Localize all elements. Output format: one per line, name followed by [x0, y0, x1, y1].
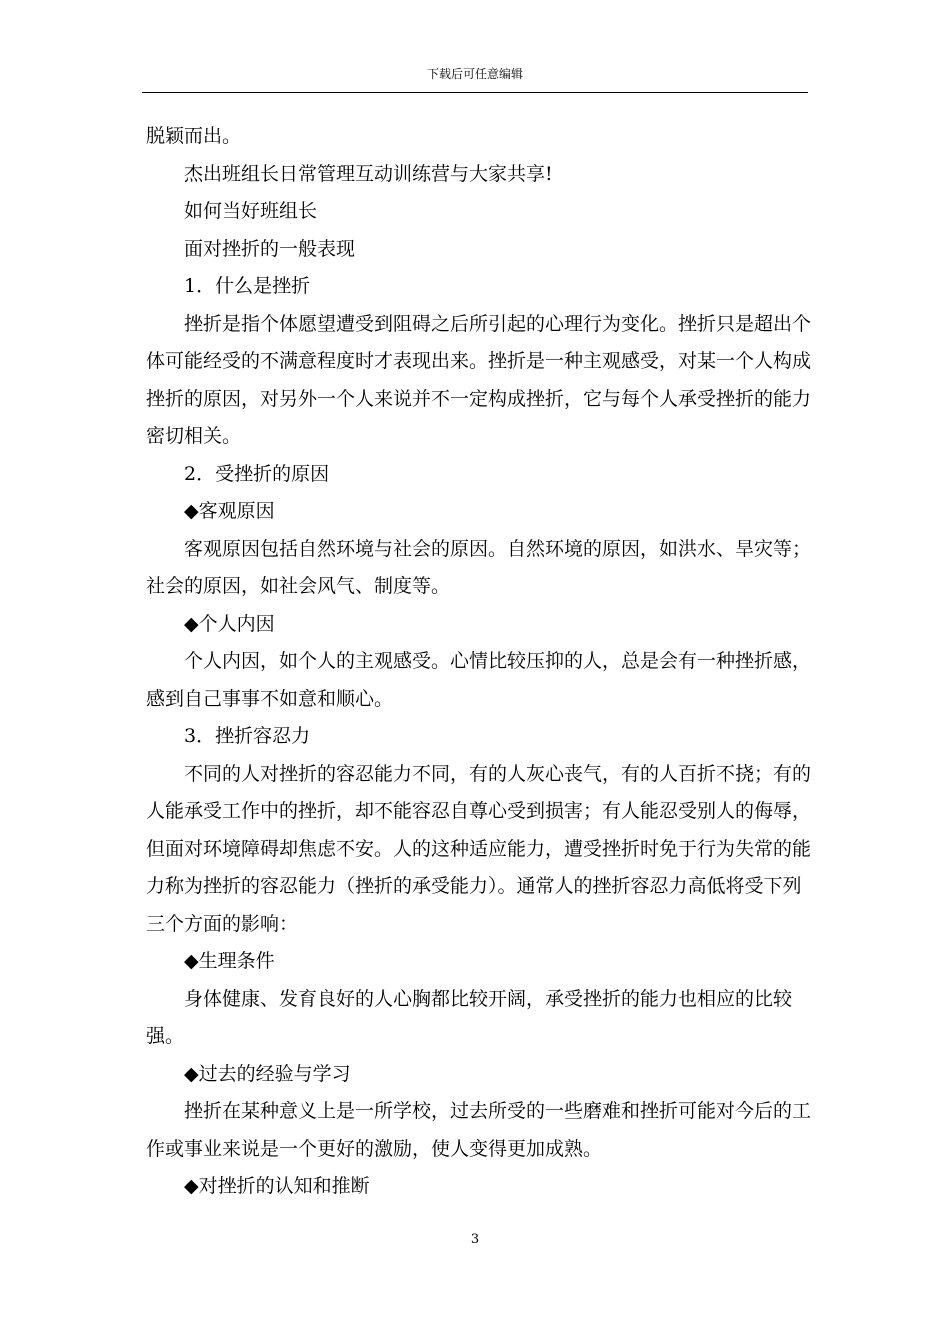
paragraph: 不同的人对挫折的容忍能力不同，有的人灰心丧气，有的人百折不挠；有的人能承受工作中的挫折，却不能容忍自尊心受到损害；有人能忍受别人的侮辱，但面对环境障碍却焦虑不安。人的这种适应能力，遭受挫折时免于行为失常的能力称为挫折的容忍能力（挫折的承受能力）。通常人的挫折容忍力高低将受下列三个方面的影响：	[146, 762, 812, 935]
paragraph: 挫折在某种意义上是一所学校，过去所受的一些磨难和挫折可能对今后的工作或事业来说是一个更好的激励，使人变得更加成熟。	[146, 1100, 812, 1160]
paragraph: 个人内因，如个人的主观感受。心情比较压抑的人，总是会有一种挫折感，感到自己事事不如意和顺心。	[146, 650, 812, 710]
page-number: 3	[470, 1232, 480, 1247]
page-header: 下载后可任意编辑	[426, 67, 523, 81]
bullet-heading: ◆过去的经验与学习	[184, 1062, 351, 1085]
bullet-heading: ◆对挫折的认知和推断	[184, 1175, 370, 1197]
paragraph: 挫折是指个体愿望遭受到阻碍之后所引起的心理行为变化。挫折只是超出个体可能经受的不满意程度时才表现出来。挫折是一种主观感受，对某一个人构成挫折的原因，对另外一个人来说并不一定构成挫折，它与每个人承受挫折的能力密切相关。	[146, 312, 812, 447]
document-body	[146, 118, 812, 1206]
paragraph: 杰出班组长日常管理互动训练营与大家共享!	[184, 162, 553, 185]
paragraph: 身体健康、发育良好的人心胸都比较开阔，承受挫折的能力也相应的比较强。	[146, 987, 793, 1047]
paragraph: 脱颖而出。	[146, 125, 242, 147]
paragraph: 面对挫折的一般表现	[184, 237, 356, 260]
section-heading: 3．挫折容忍力	[184, 725, 311, 747]
section-heading: 2．受挫折的原因	[184, 462, 330, 485]
paragraph: 客观原因包括自然环境与社会的原因。自然环境的原因，如洪水、旱灾等；社会的原因，如社会风气、制度等。	[146, 537, 812, 597]
paragraph: 如何当好班组长	[184, 200, 318, 222]
section-heading: 1．什么是挫折	[184, 275, 311, 297]
header-rule	[142, 92, 808, 93]
bullet-heading: ◆生理条件	[184, 950, 275, 972]
bullet-heading: ◆客观原因	[184, 500, 275, 522]
bullet-heading: ◆个人内因	[184, 612, 275, 635]
